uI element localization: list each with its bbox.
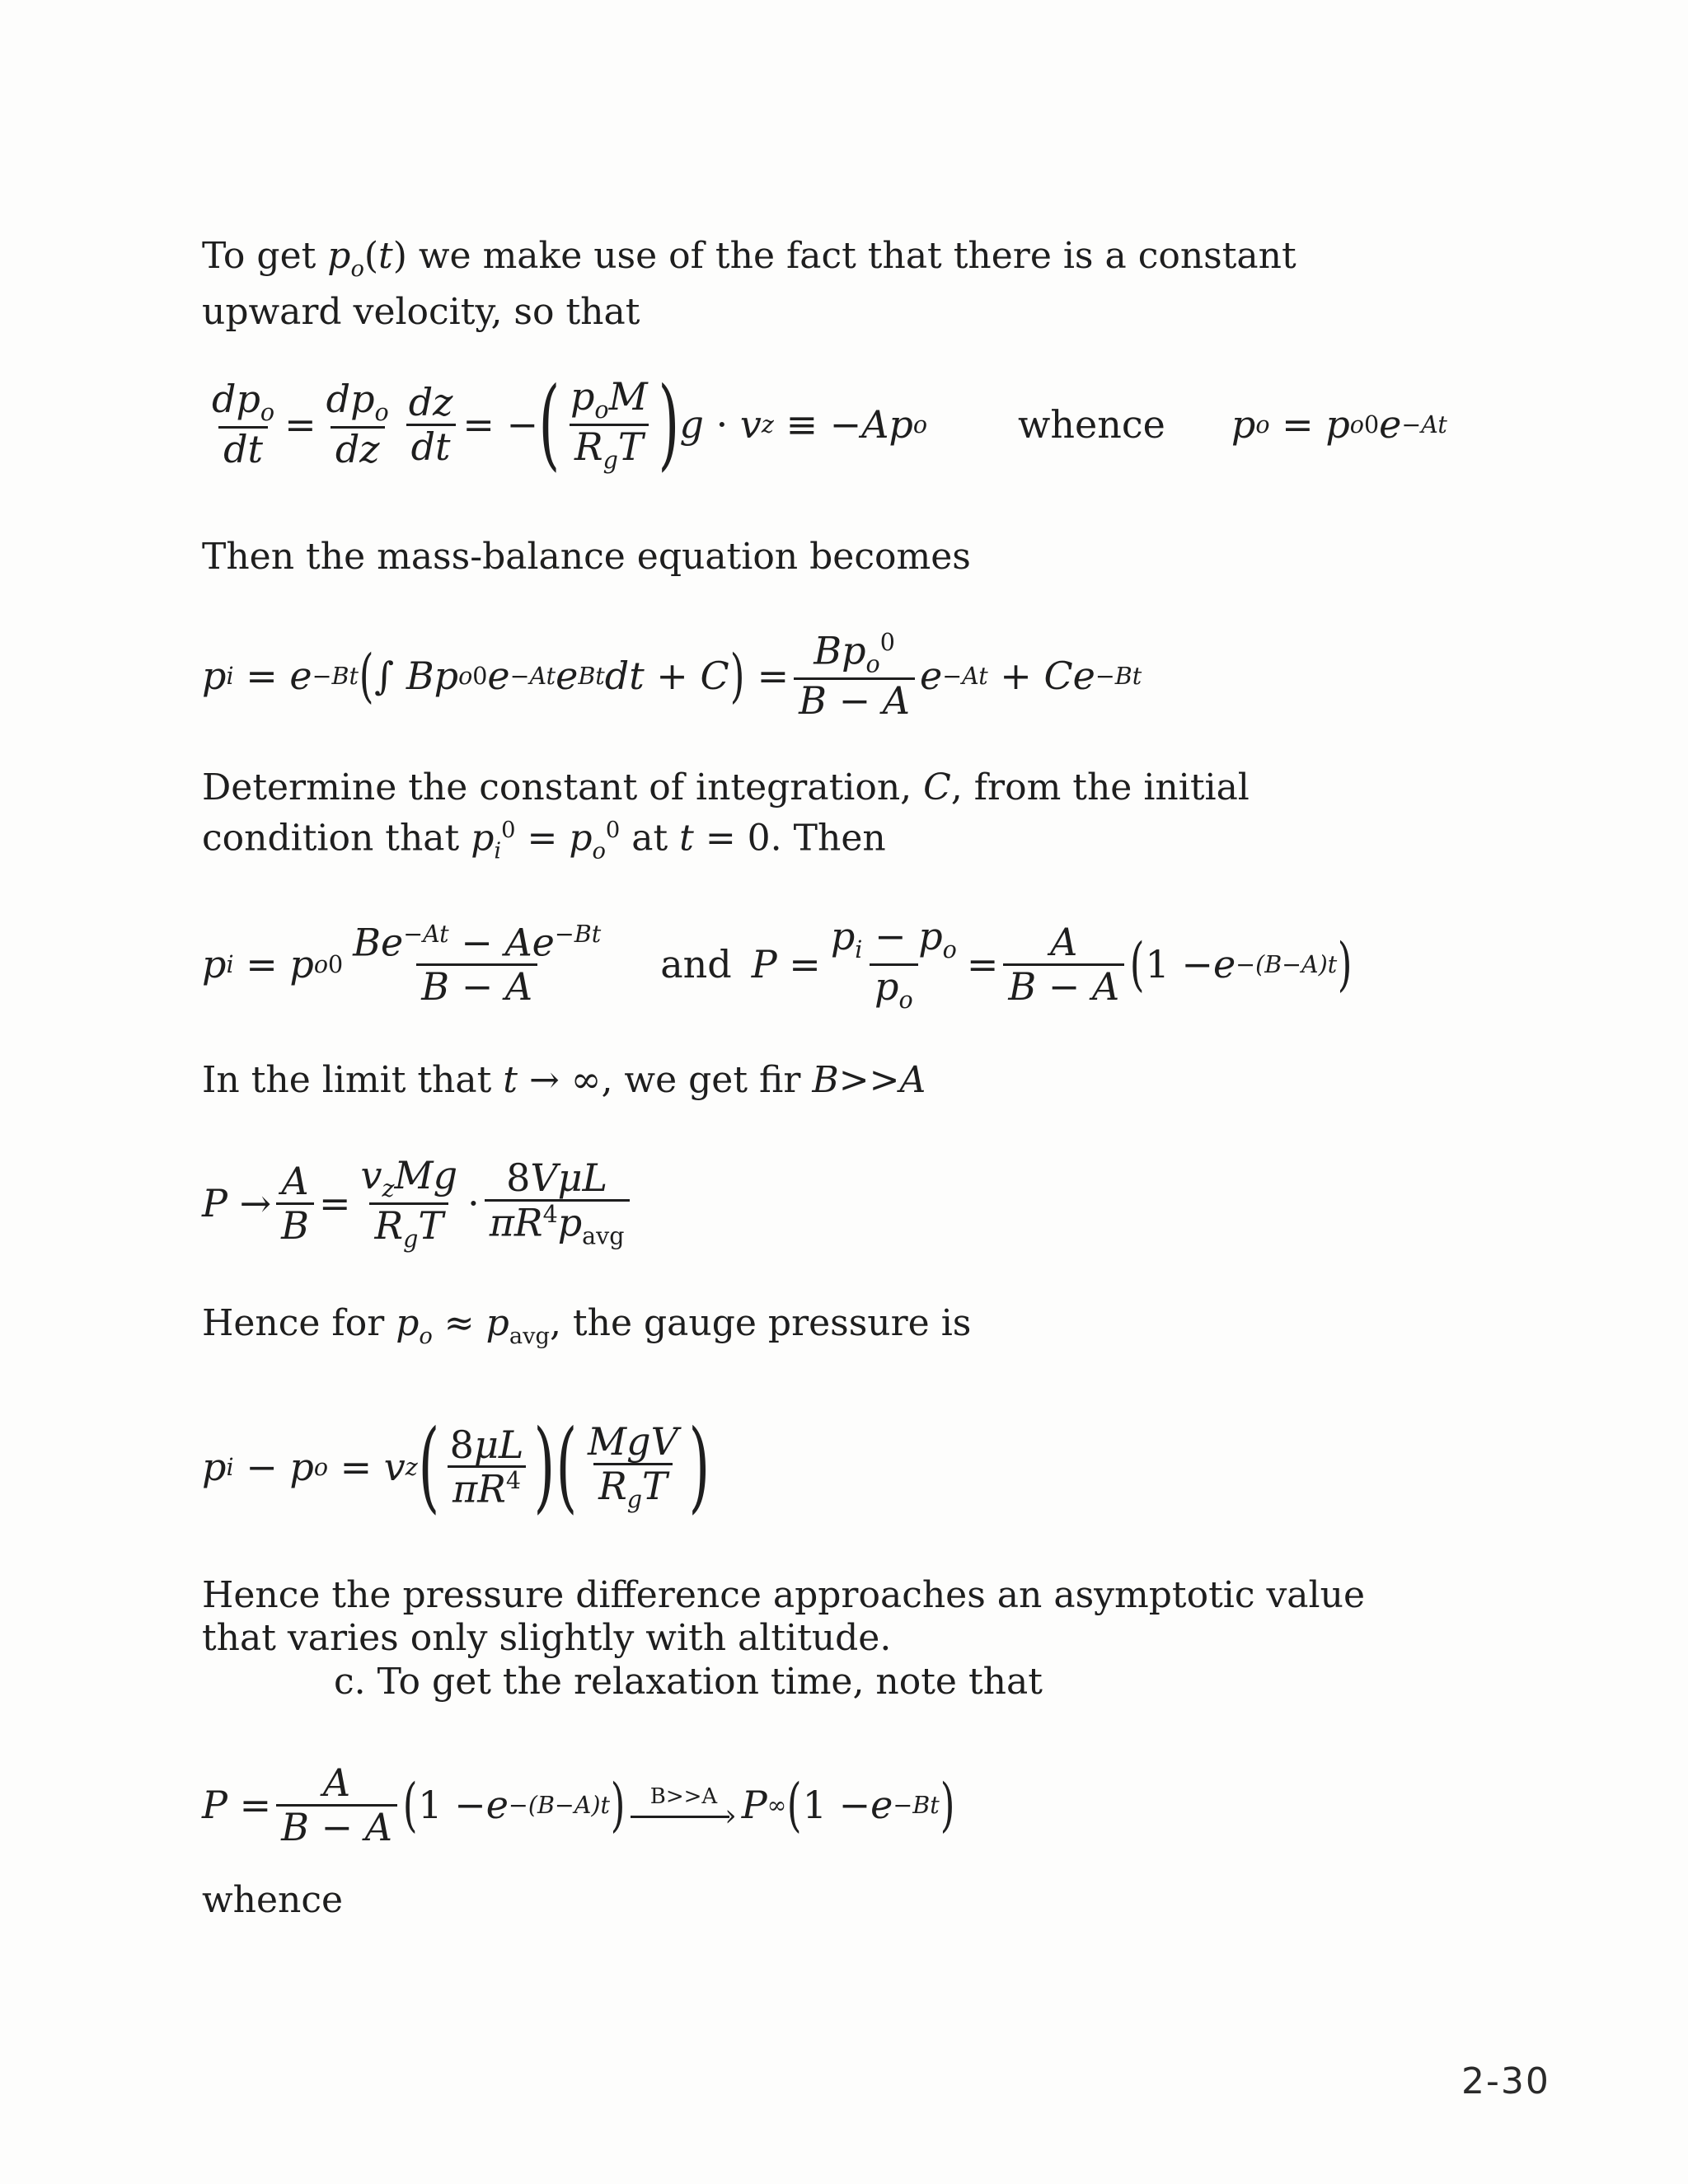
paragraph-asymptotic: Hence the pressure difference approaches an asymptotic value that varies only slightly with altitude.: [202, 1574, 1365, 1659]
and-label: and: [660, 942, 732, 987]
long-arrow: ›: [631, 1808, 736, 1825]
paragraph-relaxation: c. To get the relaxation time, note that: [334, 1661, 1043, 1703]
page-number: 2-30: [1461, 2060, 1550, 2102]
paragraph-whence: whence: [202, 1879, 344, 1921]
paragraph-mass-balance: Then the mass-balance equation becomes: [202, 536, 971, 578]
arrow-condition-label: B>>A: [649, 1784, 718, 1809]
intro-text-a: To get: [202, 235, 328, 277]
equation-dpo-dt: $\frac{dp_o}{dt}$ = $\frac{dp_o}{dz}$ $\frac{dz}{dt}$ = − ( $\frac{p_oM}{R_gT}$ ) g · v z ≡ − Ap o whence p o = p o 0 e −At: [212, 367, 1447, 481]
equation-pi-integral: p i = e −Bt ( ∫ Bp o 0 e −At e Bt dt + C ) = $\frac{Bp_o^0}{B - A}$ e −At + Ce −Bt: [202, 628, 1142, 724]
equation-limit-p: P → $\frac{A}{B}$ = $\frac{v_zMg}{R_gT}$ · $\frac{\text{8VμL}}{\pi R^4p_{avg}}$: [202, 1150, 635, 1257]
paragraph-limit: In the limit that t → ∞, we get fir B>>A: [202, 1059, 926, 1101]
equation-pi-solution: p i = p o 0 $\frac{Be^{-At} - Ae^{-Bt}}{B - A}$ and P = $\frac{p_i - p_o}{p_o}$ = $\frac{A}{B - A}$ ( 1 − e −(B−A)t ): [202, 913, 1353, 1014]
equation-gauge-pressure: p i − p o = v z ( $\frac{8\mu L}{\pi R^4}$ ) ( $\frac{\text{MgV}}{R_gT}$ ): [202, 1409, 710, 1524]
equation-relaxation: P = $\frac{A}{B - A}$ ( 1 − e −(B−A)t ) B>>A › P ∞ ( 1 − e −Bt ): [202, 1760, 955, 1849]
paragraph-intro: To get $p_o(t)$ we make use of the fact that there is a constant upward velocity, so that: [202, 235, 1296, 333]
whence-label: whence: [1018, 402, 1165, 447]
paragraph-constant: Determine the constant of integration, C, from the initial condition that $p_i^0 = p_o^0$ at t = 0. Then: [202, 766, 1250, 865]
paragraph-gauge: Hence for $p_o \approx p_{avg}$, the gauge pressure is: [202, 1302, 972, 1349]
intro-text-b: we make use of the fact that there is a constant upward velocity, so that: [202, 235, 1296, 333]
